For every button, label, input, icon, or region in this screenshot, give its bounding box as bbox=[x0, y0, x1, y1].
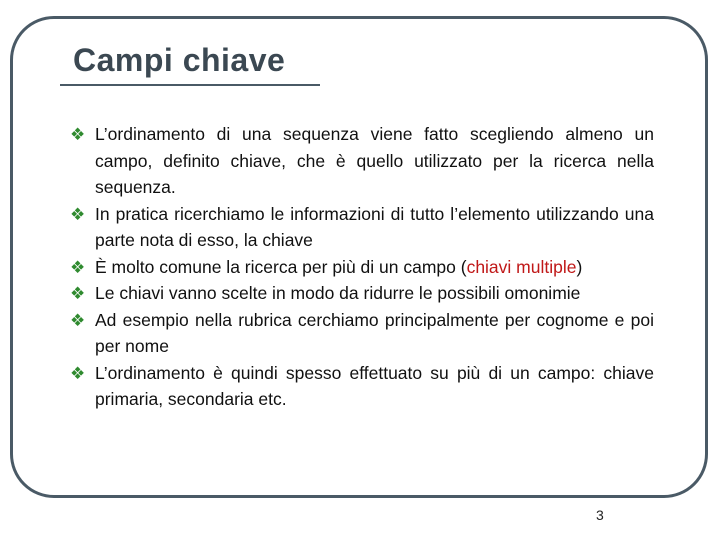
diamond-bullet-icon: ❖ bbox=[70, 363, 86, 383]
slide-title: Campi chiave bbox=[73, 42, 286, 78]
diamond-bullet-icon: ❖ bbox=[70, 257, 86, 277]
diamond-bullet-icon: ❖ bbox=[70, 284, 86, 303]
bullet-item bbox=[70, 360, 654, 413]
bullet-text: In pratica ricerchiamo le informazioni di tutto l’elemento utilizzando una parte nota di esso, la chiave bbox=[95, 203, 654, 250]
bullet-text: Le chiavi vanno scelte in modo da ridurre le possibili omonimie bbox=[95, 283, 581, 303]
diamond-bullet-icon: ❖ bbox=[70, 125, 86, 144]
page-number: 3 bbox=[596, 507, 604, 523]
diamond-bullet-icon: ❖ bbox=[70, 310, 86, 330]
bullet-item bbox=[70, 254, 654, 281]
bullet-item bbox=[70, 280, 654, 307]
bullet-item bbox=[70, 307, 654, 360]
title-underline bbox=[60, 84, 320, 86]
highlighted-term: chiavi multiple bbox=[466, 256, 577, 277]
bullet-item bbox=[70, 121, 654, 201]
bullet-text-before: È molto comune la ricerca per più di un campo ( bbox=[95, 256, 467, 277]
diamond-bullet-icon: ❖ bbox=[70, 204, 86, 224]
bullet-text: L’ordinamento di una sequenza viene fatto scegliendo almeno un campo, definito chiave, che è quello utilizzato per la ricerca nella sequenza. bbox=[95, 124, 654, 197]
bullet-list bbox=[70, 121, 654, 413]
bullet-text: Ad esempio nella rubrica cerchiamo principalmente per cognome e poi per nome bbox=[95, 309, 654, 356]
bullet-item bbox=[70, 201, 654, 254]
bullet-text: L’ordinamento è quindi spesso effettuato su più di un campo: chiave primaria, secondaria etc. bbox=[95, 362, 654, 409]
bullet-text-after: ) bbox=[576, 256, 583, 277]
